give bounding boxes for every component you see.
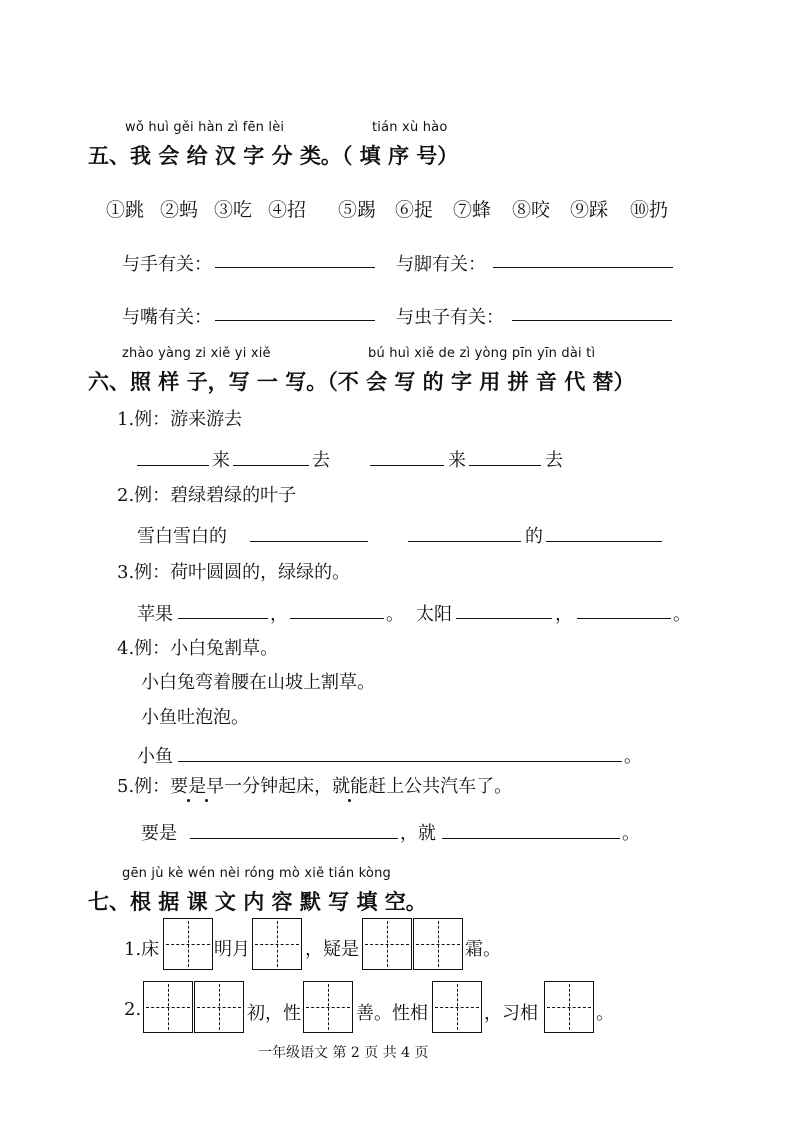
writing-grid-box[interactable] [362, 918, 412, 970]
emphasis-dot [205, 799, 208, 802]
q1-blank-2[interactable] [233, 465, 309, 466]
q4-answer-blank[interactable] [178, 761, 622, 762]
q5-yaoshi: 要是 [141, 823, 177, 844]
q3-blank-3[interactable] [456, 618, 552, 619]
q5-blank-1[interactable] [190, 838, 398, 839]
writing-grid-box[interactable] [413, 918, 463, 970]
q3-period-2: 。 [673, 604, 691, 625]
q1-lai-1: 来 [212, 450, 230, 471]
category-foot-blank[interactable] [493, 267, 673, 268]
q4-expanded: 小白兔弯着腰在山坡上割草。 [141, 672, 375, 693]
q4-period: 。 [624, 746, 642, 767]
char-item: ①跳 [106, 199, 145, 221]
q5-example: 5.例：要是早一分钟起床，就能赶上公共汽车了。 [117, 776, 513, 797]
char-item: ④招 [268, 199, 307, 221]
category-insect-label: 与虫子有关： [396, 307, 504, 328]
q4-example: 4.例：小白兔割草。 [117, 638, 279, 659]
l2-b: 善。性相 [356, 1003, 428, 1024]
q2-blank-1[interactable] [250, 541, 368, 542]
q3-blank-2[interactable] [290, 618, 384, 619]
char-item: ⑥捉 [395, 199, 434, 221]
q3-blank-1[interactable] [178, 618, 268, 619]
q3-period-1: 。 [386, 604, 404, 625]
q5-blank-2[interactable] [442, 838, 620, 839]
s6-title: 六、照 样 子，写 一 写。（不 会 写 的 字 用 拼 音 代 替） [88, 370, 635, 394]
s6-pinyin-right: bú huì xiě de zì yòng pīn yīn dài tì [368, 346, 596, 361]
q2-blank-2[interactable] [408, 541, 521, 542]
l1-b: ，疑是 [305, 939, 359, 960]
q3-comma-2: ， [555, 604, 573, 625]
s6-pinyin-left: zhào yàng zi xiě yi xiě [122, 346, 271, 361]
emphasis-dot [187, 799, 190, 802]
q2-given: 雪白雪白的 [137, 526, 227, 547]
emphasis-dot [348, 799, 351, 802]
q3-sun: 太阳 [416, 604, 452, 625]
category-mouth-label: 与嘴有关： [122, 307, 212, 328]
writing-grid-box[interactable] [143, 981, 193, 1033]
writing-grid-box[interactable] [163, 918, 213, 970]
l1-a: 明月 [214, 939, 250, 960]
writing-grid-box[interactable] [544, 981, 594, 1033]
q5-jiu: ，就 [400, 823, 436, 844]
q1-blank-3[interactable] [370, 465, 444, 466]
writing-grid-box[interactable] [432, 981, 482, 1033]
category-foot-label: 与脚有关： [396, 254, 486, 275]
char-item: ⑧咬 [512, 199, 551, 221]
q2-blank-3[interactable] [546, 541, 662, 542]
s5-pinyin-right: tián xù hào [372, 120, 448, 135]
s7-pinyin: gēn jù kè wén nèi róng mò xiě tián kòng [122, 866, 391, 881]
q3-example: 3.例：荷叶圆圆的，绿绿的。 [117, 562, 351, 583]
s7-title: 七、根 据 课 文 内 容 默 写 填 空。 [88, 890, 427, 914]
category-hand-label: 与手有关： [122, 254, 212, 275]
category-mouth-blank[interactable] [215, 320, 375, 321]
q1-qu-2: 去 [545, 450, 563, 471]
l2-num: 2. [124, 999, 142, 1020]
s5-title: 五、我 会 给 汉 字 分 类。（ 填 序 号） [88, 144, 459, 168]
q1-blank-4[interactable] [469, 465, 541, 466]
char-item: ②蚂 [160, 199, 199, 221]
q1-qu-1: 去 [312, 450, 330, 471]
q1-blank-1[interactable] [137, 465, 209, 466]
q2-de: 的 [525, 526, 543, 547]
char-item: ⑦蜂 [453, 199, 492, 221]
q1-example: 1.例：游来游去 [117, 409, 243, 430]
q3-blank-4[interactable] [577, 618, 671, 619]
q3-comma-1: ， [270, 604, 288, 625]
writing-grid-box[interactable] [252, 918, 302, 970]
l2-d: 。 [596, 1003, 614, 1024]
l1-start: 1.床 [124, 939, 160, 960]
writing-grid-box[interactable] [194, 981, 244, 1033]
l2-c: ，习相 [484, 1003, 538, 1024]
category-insect-blank[interactable] [512, 320, 672, 321]
writing-grid-box[interactable] [303, 981, 353, 1033]
q1-lai-2: 来 [448, 450, 466, 471]
s5-pinyin-left: wǒ huì gěi hàn zì fēn lèi [125, 120, 285, 135]
category-hand-blank[interactable] [215, 267, 375, 268]
char-item: ⑨踩 [570, 199, 609, 221]
l1-c: 霜。 [465, 939, 501, 960]
char-item: ⑤踢 [338, 199, 377, 221]
char-item: ③吃 [214, 199, 253, 221]
q5-period: 。 [622, 823, 640, 844]
char-item: ⑩扔 [630, 199, 669, 221]
page-footer: 一年级语文 第 2 页 共 4 页 [258, 1045, 429, 1061]
q4-answer-start: 小鱼 [137, 746, 173, 767]
l2-a: 初，性 [247, 1003, 301, 1024]
q3-apple: 苹果 [137, 604, 173, 625]
q4-prompt: 小鱼吐泡泡。 [141, 707, 249, 728]
q2-example: 2.例：碧绿碧绿的叶子 [117, 485, 297, 506]
